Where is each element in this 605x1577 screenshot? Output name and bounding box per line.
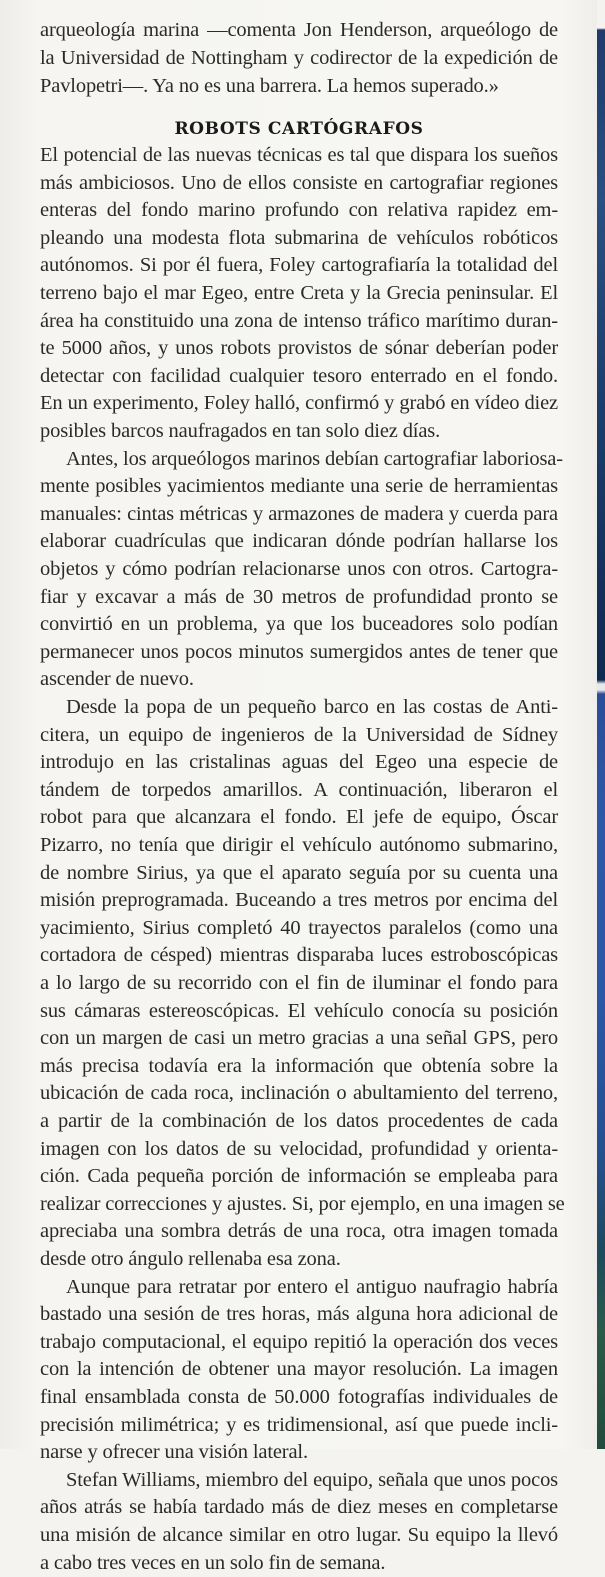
paragraph-line: convirtió en un problema, ya que los buceadores solo podían (40, 613, 558, 636)
intro-line: la Universidad de Nottingham y codirector de la expedición de (40, 47, 558, 69)
paragraph-line: final ensamblada consta de 50.000 fotografías individuales de (40, 1386, 558, 1408)
paragraph-line: Stefan Williams, miembro del equipo, señala que unos pocos (66, 1468, 558, 1491)
intro-line: arqueología marina —comenta Jon Henderson, arqueólogo de (40, 19, 558, 41)
paragraph-line: te 5000 años, y unos robots provistos de sónar deberían poder (40, 337, 558, 360)
paragraph-line: fiar y excavar a más de 30 metros de profundidad pronto se (40, 585, 558, 608)
paragraph-line: manuales: cintas métricas y armazones de madera y cuerda para (40, 502, 558, 525)
paragraph-line: enteras del fondo marino profundo con relativa rapidez em- (40, 199, 558, 222)
paragraph-line: de nombre Sirius, ya que el aparato seguía por su cuenta una (40, 861, 558, 884)
paragraph-line: con un margen de casi un metro gracias a una señal GPS, pero (40, 1027, 558, 1050)
paragraph-line: ascender de nuevo. (40, 668, 194, 691)
paragraph-line: pleando una modesta flota submarina de vehículos robóticos (40, 226, 558, 249)
paragraph-line: misión preprogramada. Buceando a tres metros por encima del (40, 889, 558, 912)
paragraph-line: Antes, los arqueólogos marinos debían cartografiar laboriosa- (66, 447, 563, 470)
paragraph-line: En un experimento, Foley halló, confirmó y grabó en vídeo diez (40, 392, 558, 415)
paragraph-line: Pizarro, no tenía que dirigir el vehículo autónomo submarino, (40, 834, 558, 856)
adjacent-photo-edge (597, 0, 605, 1449)
paragraph-line: trabajo computacional, el equipo repitió la operación dos veces (40, 1330, 558, 1353)
paragraph-line: a lo largo de su recorrido con el fin de iluminar el fondo para (40, 972, 558, 994)
paragraph-line: objetos y cómo podrían relacionarse unos con otros. Cartogra- (40, 558, 558, 580)
paragraph-line: desde otro ángulo rellenaba esa zona. (40, 1248, 341, 1270)
paragraph-line: área ha constituido una zona de intenso tráfico marítimo duran- (40, 309, 558, 332)
paragraph-line: narse y ofrecer una visión lateral. (40, 1441, 308, 1464)
paragraph-line: ción. Cada pequeña porción de información se empleaba para (40, 1165, 558, 1188)
paragraph-line: apreciaba una sombra detrás de una roca, otra imagen tomada (40, 1220, 558, 1243)
paragraph-line: realizar correcciones y ajustes. Si, por ejemplo, en una imagen se (40, 1192, 565, 1215)
paragraph-line: bastado una sesión de tres horas, más alguna hora adicional de (40, 1303, 558, 1326)
paragraph-line: años atrás se había tardado más de diez meses en completarse (40, 1496, 558, 1519)
paragraph-line: a partir de la combinación de los datos procedentes de cada (40, 1110, 558, 1132)
paragraph-line: mente posibles yacimientos mediante una serie de herramientas (40, 475, 558, 498)
paragraph-line: más ambiciosos. Uno de ellos consiste en cartografiar regiones (40, 171, 558, 194)
paragraph-line: elaborar cuadrículas que indicaran dónde podrían hallarse los (40, 530, 558, 553)
paragraph-line: autónomos. Si por él fuera, Foley cartografiaría la totalidad del (40, 254, 558, 277)
intro-line: Pavlopetri—. Ya no es una barrera. La hemos superado.» (40, 75, 499, 97)
paragraph-line: robot para que alcanzara el fondo. El jefe de equipo, Óscar (40, 806, 558, 829)
section-heading: ROBOTS CARTÓGRAFOS (174, 119, 424, 139)
paragraph-line: cortadora de césped) mientras disparaba luces estroboscópicas (40, 944, 558, 967)
paragraph-line: El potencial de las nuevas técnicas es tal que dispara los sueños (40, 144, 558, 166)
paragraph-line: detectar con facilidad cualquier tesoro enterrado en el fondo. (40, 364, 558, 387)
paragraph-line: a cabo tres veces en un solo fin de semana. (40, 1551, 386, 1574)
paragraph-line: yacimiento, Sirius completó 40 trayectos paralelos (como una (40, 916, 558, 939)
paragraph-line: precisión milimétrica; y es tridimensional, así que puede incli- (40, 1413, 558, 1436)
paragraph-line: más precisa todavía era la información que obtenía sobre la (40, 1054, 558, 1077)
paragraph-line: sus cámaras estereoscópicas. El vehículo conocía su posición (40, 999, 558, 1022)
paragraph-line: ubicación de cada roca, inclinación o abultamiento del terreno, (40, 1082, 558, 1105)
paragraph-line: tándem de torpedos amarillos. A continuación, liberaron el (40, 778, 558, 801)
paragraph-line: permanecer unos pocos minutos sumergidos antes de tener que (40, 640, 558, 663)
paragraph-line: Desde la popa de un pequeño barco en las costas de Anti- (66, 696, 558, 718)
paragraph-line: introdujo en las cristalinas aguas del Egeo una especie de (40, 751, 558, 774)
paragraph-line: Aunque para retratar por entero el antiguo naufragio habría (66, 1275, 558, 1298)
paragraph-line: una misión de alcance similar en otro lugar. Su equipo la llevó (40, 1524, 558, 1546)
paragraph-line: posibles barcos naufragados en tan solo diez días. (40, 420, 441, 442)
paragraph-line: imagen con los datos de su velocidad, profundidad y orienta- (40, 1137, 558, 1160)
paragraph-line: terreno bajo el mar Egeo, entre Creta y la Grecia peninsular. El (40, 282, 558, 304)
paragraph-line: con la intención de obtener una mayor resolución. La imagen (40, 1358, 558, 1381)
paragraph-line: citera, un equipo de ingenieros de la Universidad de Sídney (40, 723, 558, 746)
